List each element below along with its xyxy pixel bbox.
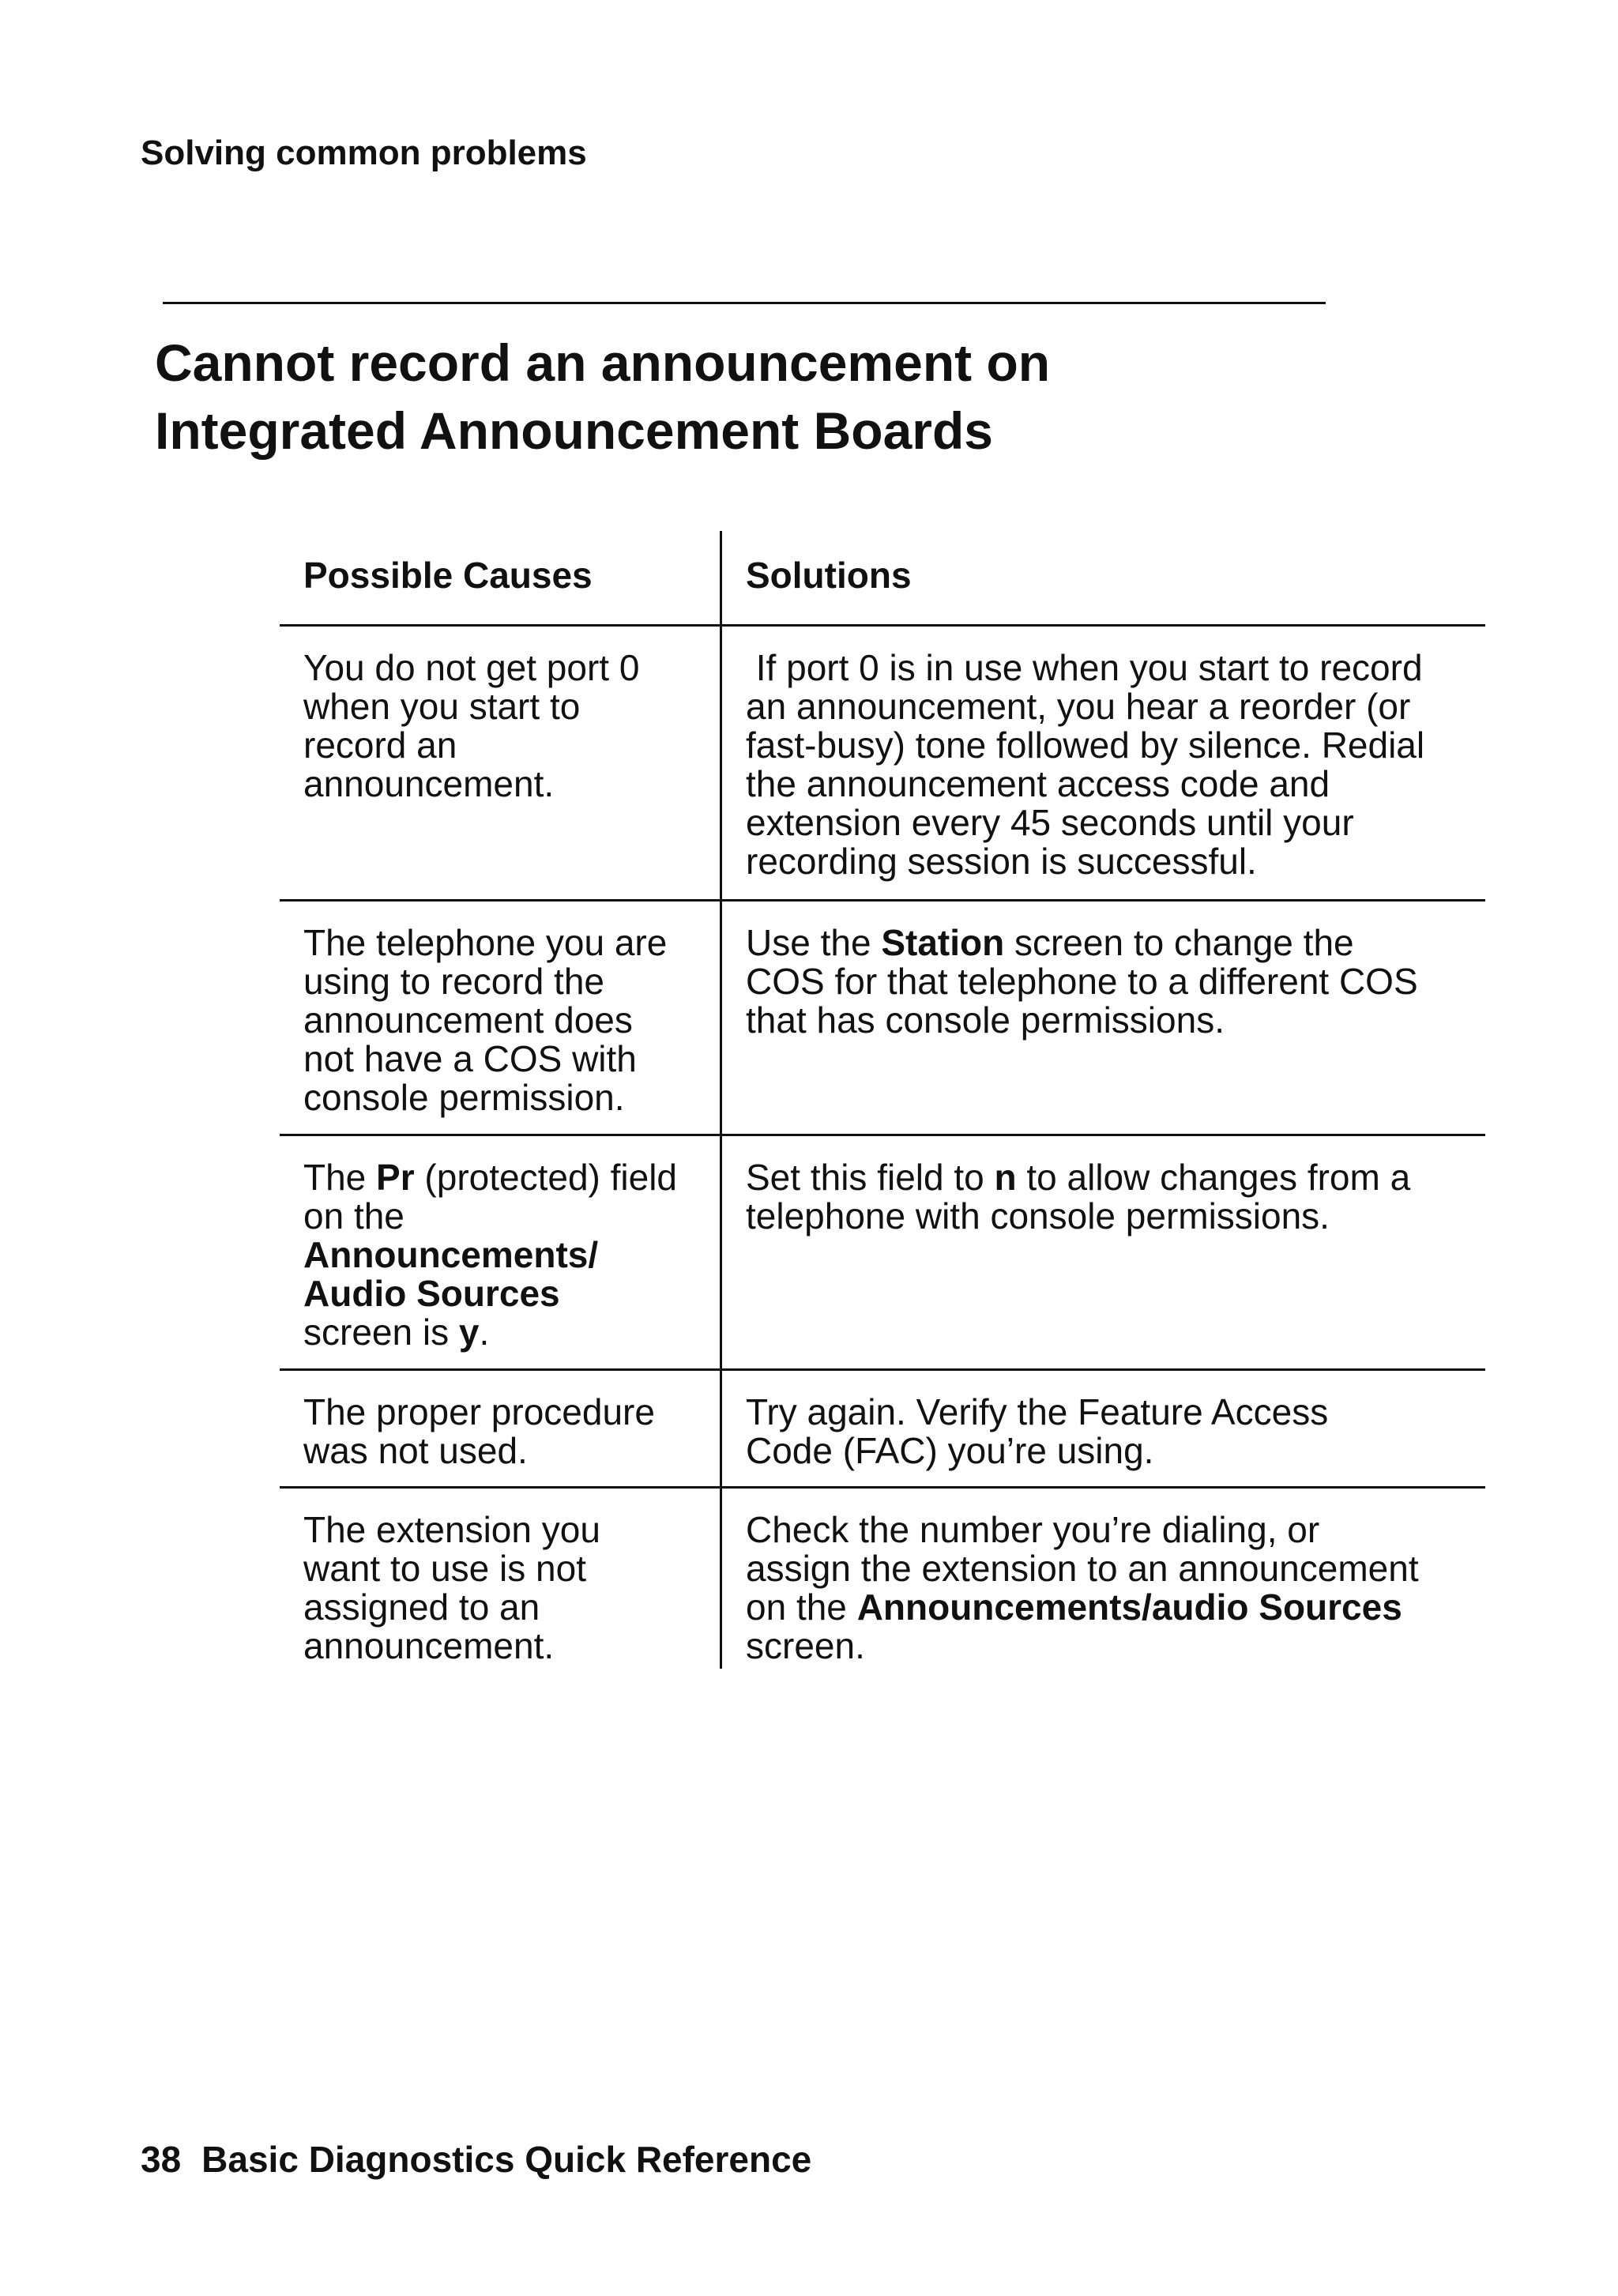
header-solutions: Solutions (746, 555, 912, 596)
cause-line: on the (303, 1195, 404, 1236)
solution-line: assign the extension to an announcement (746, 1548, 1419, 1589)
cause-line: was not used. (303, 1430, 528, 1471)
solution-line: that has console permissions. (746, 999, 1225, 1041)
cause-line: want to use is not (303, 1548, 586, 1589)
cause-line: The extension you (303, 1509, 600, 1550)
solution-line: the announcement access code and (746, 763, 1330, 804)
page-footer (141, 2138, 811, 2181)
header-possible-causes: Possible Causes (303, 555, 593, 596)
solution-text: on the (746, 1586, 857, 1628)
cause-cell (280, 901, 722, 1134)
cause-line: using to record the (303, 961, 605, 1002)
table-row (280, 901, 1485, 1136)
solution-text: screen to change the (1004, 922, 1354, 963)
table-column-divider (720, 531, 722, 1669)
cause-line: record an (303, 725, 457, 766)
announcements-screen-name: Announcements/audio Sources (856, 1586, 1402, 1628)
page-title-line-1: Cannot record an announcement on (155, 333, 1051, 392)
solution-cell (722, 1136, 1485, 1368)
table-header-row (280, 531, 1485, 627)
cause-text: screen is (303, 1312, 459, 1353)
solution-line: recording session is successful. (746, 841, 1257, 882)
cause-line: when you start to (303, 686, 581, 727)
solution-line: Check the number you’re dialing, or (746, 1509, 1320, 1550)
field-value-y: y (458, 1312, 480, 1353)
solution-line: fast-busy) tone followed by silence. Redial (746, 725, 1425, 766)
page-title (155, 329, 1050, 465)
cause-text: The (303, 1157, 377, 1198)
table-row (280, 1136, 1485, 1371)
solution-line: an announcement, you hear a reorder (or (746, 686, 1411, 727)
cause-line: assigned to an (303, 1586, 540, 1628)
cause-line: announcement does (303, 999, 633, 1041)
cause-line: not have a COS with (303, 1038, 637, 1079)
table-row (280, 1489, 1485, 1678)
book-title: Basic Diagnostics Quick Reference (201, 2139, 812, 2180)
solution-cell (722, 1489, 1485, 1678)
table-row (280, 1371, 1485, 1489)
solution-line (746, 1588, 1477, 1627)
cause-cell (280, 1371, 722, 1486)
solution-line: extension every 45 seconds until your (746, 802, 1354, 843)
table-row (280, 627, 1485, 901)
solution-text: Use the (746, 922, 882, 963)
pr-field-name: Pr (376, 1157, 415, 1198)
solution-line (746, 924, 1477, 962)
cause-line: announcement. (303, 763, 555, 804)
cause-cell (280, 1489, 722, 1678)
solution-cell (722, 1371, 1485, 1486)
page-number: 38 (141, 2139, 182, 2180)
solution-line (746, 1158, 1477, 1197)
cause-line-bold: Audio Sources (303, 1273, 560, 1314)
solution-line: COS for that telephone to a different COS (746, 961, 1418, 1002)
title-rule (163, 302, 1326, 304)
cause-text: . (479, 1312, 490, 1353)
cause-line: announcement. (303, 1625, 555, 1666)
solution-cell (722, 901, 1485, 1134)
solution-line: Try again. Verify the Feature Access (746, 1391, 1329, 1432)
solution-cell (722, 627, 1485, 899)
cause-line (303, 1158, 698, 1197)
solution-line: screen. (746, 1625, 865, 1666)
field-value-n: n (994, 1157, 1017, 1198)
cause-cell (280, 1136, 722, 1368)
solution-line: Code (FAC) you’re using. (746, 1430, 1154, 1471)
running-head: Solving common problems (141, 134, 587, 172)
cause-text: (protected) field (414, 1157, 678, 1198)
cause-line: The proper procedure (303, 1391, 655, 1432)
cause-line: You do not get port 0 (303, 647, 640, 688)
cause-line-bold: Announcements/ (303, 1234, 599, 1275)
solution-text: Set this field to (746, 1157, 995, 1198)
page-title-line-2: Integrated Announcement Boards (155, 401, 993, 460)
solution-line: telephone with console permissions. (746, 1195, 1330, 1236)
solution-line: If port 0 is in use when you start to record (746, 647, 1423, 688)
cause-line: The telephone you are (303, 922, 668, 963)
cause-line (303, 1313, 698, 1352)
solution-text: to allow changes from a (1016, 1157, 1411, 1198)
troubleshooting-table (280, 531, 1485, 1678)
cause-line: console permission. (303, 1077, 625, 1118)
station-screen-name: Station (881, 922, 1005, 963)
cause-cell (280, 627, 722, 899)
